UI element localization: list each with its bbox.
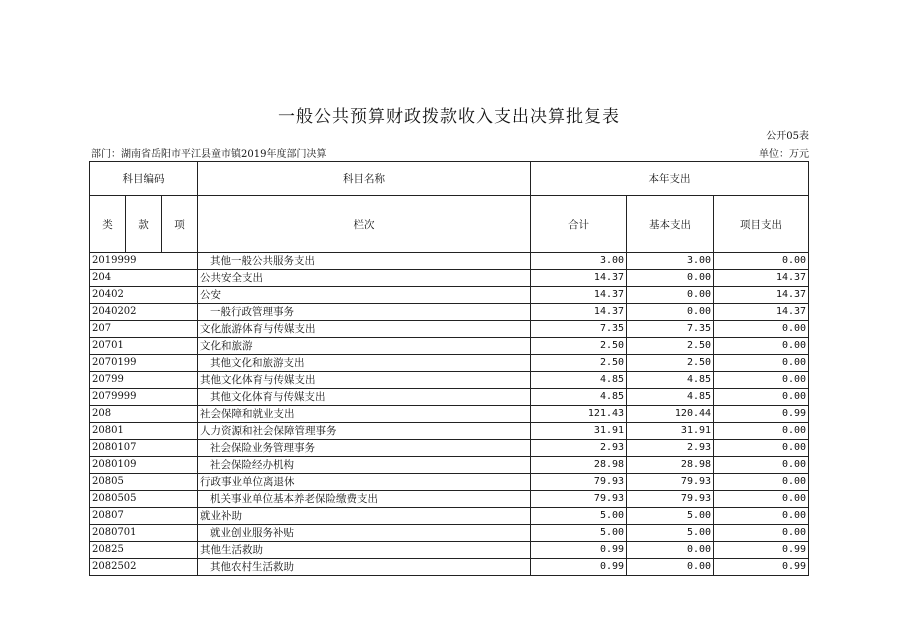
subject-name-cell: 社会保险业务管理事务 bbox=[198, 440, 531, 457]
project-value-cell: 0.00 bbox=[714, 253, 809, 270]
header-row-1 bbox=[90, 162, 809, 196]
subject-code-cell: 208 bbox=[90, 406, 198, 423]
page-title: 一般公共预算财政拨款收入支出决算批复表 bbox=[278, 107, 620, 127]
subject-name-cell: 其他生活救助 bbox=[198, 542, 531, 559]
subject-name-cell: 行政事业单位离退休 bbox=[198, 474, 531, 491]
basic-value-cell: 31.91 bbox=[627, 423, 714, 440]
subject-name-cell: 其他文化体育与传媒支出 bbox=[198, 389, 531, 406]
subject-code-cell: 2082502 bbox=[90, 559, 198, 576]
project-value-cell: 0.00 bbox=[714, 525, 809, 542]
project-value-cell: 14.37 bbox=[714, 304, 809, 321]
basic-value-cell: 0.00 bbox=[627, 270, 714, 287]
table-row bbox=[90, 355, 809, 372]
table-row bbox=[90, 525, 809, 542]
total-value-cell: 121.43 bbox=[531, 406, 627, 423]
subject-code-cell: 2080505 bbox=[90, 491, 198, 508]
subject-code-cell: 20701 bbox=[90, 338, 198, 355]
basic-value-cell: 5.00 bbox=[627, 508, 714, 525]
header-row-2 bbox=[90, 196, 809, 253]
form-number: 公开05表 bbox=[766, 131, 809, 142]
subject-code-cell: 20807 bbox=[90, 508, 198, 525]
basic-value-cell: 5.00 bbox=[627, 525, 714, 542]
basic-value-cell: 3.00 bbox=[627, 253, 714, 270]
table-row bbox=[90, 287, 809, 304]
subject-code-cell: 20799 bbox=[90, 372, 198, 389]
basic-value-cell: 0.00 bbox=[627, 559, 714, 576]
subject-code-cell: 20801 bbox=[90, 423, 198, 440]
table-row bbox=[90, 474, 809, 491]
subject-name-cell: 其他一般公共服务支出 bbox=[198, 253, 531, 270]
subject-name-cell: 公安 bbox=[198, 287, 531, 304]
table-row bbox=[90, 491, 809, 508]
subject-code-cell: 2019999 bbox=[90, 253, 198, 270]
project-value-cell: 0.00 bbox=[714, 457, 809, 474]
total-value-cell: 14.37 bbox=[531, 270, 627, 287]
header-subject-code: 科目编码 bbox=[90, 162, 198, 196]
unit-label: 单位：万元 bbox=[759, 149, 809, 160]
basic-value-cell: 4.85 bbox=[627, 372, 714, 389]
basic-value-cell: 2.50 bbox=[627, 355, 714, 372]
subject-name-cell: 机关事业单位基本养老保险缴费支出 bbox=[198, 491, 531, 508]
basic-value-cell: 28.98 bbox=[627, 457, 714, 474]
basic-value-cell: 7.35 bbox=[627, 321, 714, 338]
basic-value-cell: 4.85 bbox=[627, 389, 714, 406]
header-basic: 基本支出 bbox=[627, 196, 714, 253]
subject-name-cell: 就业补助 bbox=[198, 508, 531, 525]
subject-name-cell: 就业创业服务补贴 bbox=[198, 525, 531, 542]
subject-code-cell: 207 bbox=[90, 321, 198, 338]
subject-name-cell: 一般行政管理事务 bbox=[198, 304, 531, 321]
project-value-cell: 0.00 bbox=[714, 491, 809, 508]
header-kuan: 款 bbox=[126, 196, 162, 253]
header-subject-name: 科目名称 bbox=[198, 162, 531, 196]
project-value-cell: 0.00 bbox=[714, 321, 809, 338]
subject-code-cell: 2080701 bbox=[90, 525, 198, 542]
total-value-cell: 79.93 bbox=[531, 491, 627, 508]
subject-name-cell: 公共安全支出 bbox=[198, 270, 531, 287]
subject-code-cell: 204 bbox=[90, 270, 198, 287]
basic-value-cell: 79.93 bbox=[627, 491, 714, 508]
subject-name-cell: 人力资源和社会保障管理事务 bbox=[198, 423, 531, 440]
project-value-cell: 0.00 bbox=[714, 389, 809, 406]
project-value-cell: 0.00 bbox=[714, 423, 809, 440]
project-value-cell: 0.99 bbox=[714, 406, 809, 423]
header-project: 项目支出 bbox=[714, 196, 809, 253]
table-row bbox=[90, 542, 809, 559]
table-row bbox=[90, 338, 809, 355]
table-row bbox=[90, 321, 809, 338]
table-row bbox=[90, 389, 809, 406]
total-value-cell: 31.91 bbox=[531, 423, 627, 440]
header-xiang: 项 bbox=[162, 196, 198, 253]
basic-value-cell: 0.00 bbox=[627, 542, 714, 559]
budget-table bbox=[89, 161, 809, 576]
total-value-cell: 3.00 bbox=[531, 253, 627, 270]
project-value-cell: 0.00 bbox=[714, 440, 809, 457]
basic-value-cell: 0.00 bbox=[627, 304, 714, 321]
total-value-cell: 14.37 bbox=[531, 304, 627, 321]
project-value-cell: 0.00 bbox=[714, 338, 809, 355]
subject-code-cell: 2070199 bbox=[90, 355, 198, 372]
subject-name-cell: 文化旅游体育与传媒支出 bbox=[198, 321, 531, 338]
subject-name-cell: 其他文化体育与传媒支出 bbox=[198, 372, 531, 389]
department-label: 部门：湖南省岳阳市平江县童市镇2019年度部门决算 bbox=[91, 149, 327, 160]
subject-code-cell: 2079999 bbox=[90, 389, 198, 406]
basic-value-cell: 2.50 bbox=[627, 338, 714, 355]
project-value-cell: 14.37 bbox=[714, 287, 809, 304]
subject-code-cell: 2080107 bbox=[90, 440, 198, 457]
basic-value-cell: 120.44 bbox=[627, 406, 714, 423]
project-value-cell: 0.99 bbox=[714, 542, 809, 559]
project-value-cell: 0.00 bbox=[714, 372, 809, 389]
subject-name-cell: 其他农村生活救助 bbox=[198, 559, 531, 576]
total-value-cell: 5.00 bbox=[531, 508, 627, 525]
total-value-cell: 2.50 bbox=[531, 338, 627, 355]
table-row bbox=[90, 423, 809, 440]
total-value-cell: 14.37 bbox=[531, 287, 627, 304]
subject-name-cell: 文化和旅游 bbox=[198, 338, 531, 355]
total-value-cell: 28.98 bbox=[531, 457, 627, 474]
table-row bbox=[90, 270, 809, 287]
total-value-cell: 4.85 bbox=[531, 372, 627, 389]
subject-code-cell: 20825 bbox=[90, 542, 198, 559]
subject-code-cell: 2080109 bbox=[90, 457, 198, 474]
basic-value-cell: 79.93 bbox=[627, 474, 714, 491]
header-column: 栏次 bbox=[198, 196, 531, 253]
subject-name-cell: 其他文化和旅游支出 bbox=[198, 355, 531, 372]
subject-code-cell: 2040202 bbox=[90, 304, 198, 321]
subject-code-cell: 20805 bbox=[90, 474, 198, 491]
subject-name-cell: 社会保障和就业支出 bbox=[198, 406, 531, 423]
total-value-cell: 5.00 bbox=[531, 525, 627, 542]
basic-value-cell: 0.00 bbox=[627, 287, 714, 304]
header-total: 合计 bbox=[531, 196, 627, 253]
project-value-cell: 0.99 bbox=[714, 559, 809, 576]
total-value-cell: 79.93 bbox=[531, 474, 627, 491]
subject-name-cell: 社会保险经办机构 bbox=[198, 457, 531, 474]
table-row bbox=[90, 508, 809, 525]
header-lei: 类 bbox=[90, 196, 126, 253]
total-value-cell: 0.99 bbox=[531, 559, 627, 576]
project-value-cell: 0.00 bbox=[714, 474, 809, 491]
basic-value-cell: 2.93 bbox=[627, 440, 714, 457]
total-value-cell: 4.85 bbox=[531, 389, 627, 406]
project-value-cell: 0.00 bbox=[714, 355, 809, 372]
table-row bbox=[90, 440, 809, 457]
table-row bbox=[90, 559, 809, 576]
project-value-cell: 0.00 bbox=[714, 508, 809, 525]
header-current-year-expense: 本年支出 bbox=[531, 162, 809, 196]
project-value-cell: 14.37 bbox=[714, 270, 809, 287]
table-row bbox=[90, 253, 809, 270]
total-value-cell: 2.50 bbox=[531, 355, 627, 372]
table-row bbox=[90, 457, 809, 474]
subject-code-cell: 20402 bbox=[90, 287, 198, 304]
total-value-cell: 2.93 bbox=[531, 440, 627, 457]
table-row bbox=[90, 304, 809, 321]
table-row bbox=[90, 372, 809, 389]
total-value-cell: 7.35 bbox=[531, 321, 627, 338]
table-row bbox=[90, 406, 809, 423]
total-value-cell: 0.99 bbox=[531, 542, 627, 559]
